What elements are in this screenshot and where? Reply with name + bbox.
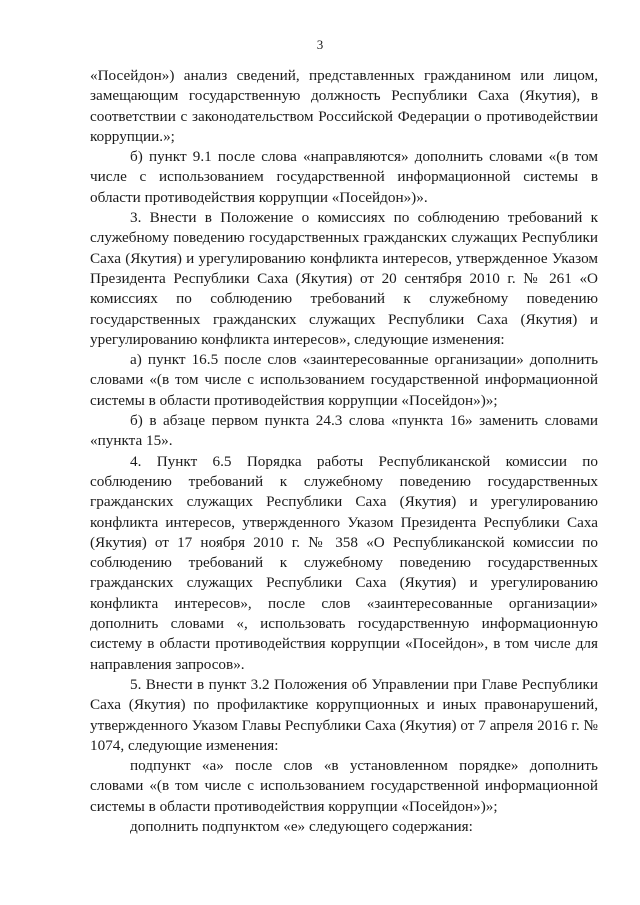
paragraph-item-3: 3. Внести в Положение о комиссиях по соблюдению требований к служебному поведению государственных гражданских служащих Республики Саха (Якутия) и урегулированию конфликта интересов, утвержденное Указом Президента Республики Саха (Якутия) от 20 сентября 2010 г. № 261 «О комиссиях по соблюдению требований к служебному поведению государственных гражданских служащих Республики Саха (Якутия) и урегулированию конфликта интересов», следующие изменения:	[90, 209, 598, 348]
paragraph-continuation: «Посейдон») анализ сведений, представленных гражданином или лицом, замещающим государственную должность Республики Саха (Якутия), в соответствии с законодательством Российской Федерации о противодействии коррупции.»;	[90, 67, 598, 145]
document-body	[90, 66, 598, 837]
paragraph-subitem-b-24-3: б) в абзаце первом пункта 24.3 слова «пункта 16» заменить словами «пункта 15».	[90, 412, 598, 450]
paragraph-subitem-b-9-1: б) пункт 9.1 после слова «направляются» дополнить словами «(в том числе с использованием государственной информационной системы в области противодействия коррупции «Посейдон»)».	[90, 148, 598, 206]
paragraph-item-5: 5. Внести в пункт 3.2 Положения об Управлении при Главе Республики Саха (Якутия) по профилактике коррупционных и иных правонарушений, утвержденного Указом Главы Республики Саха (Якутия) от 7 апреля 2016 г. № 1074, следующие изменения:	[90, 675, 598, 754]
paragraph-item-4: 4. Пункт 6.5 Порядка работы Республиканской комиссии по соблюдению требований к служебному поведению государственных гражданских служащих Республики Саха (Якутия) и урегулированию конфликта интересов, утвержденного Указом Президента Республики Саха (Якутия) от 17 ноября 2010 г. № 358 «О Республиканской комиссии по соблюдению требований к служебному поведению государственных гражданских служащих Республики Саха (Якутия) и урегулированию конфликта интересов», после слов «заинтересованные организации» дополнить словами «, использовать государственную информационную систему в области противодействия коррупции «Посейдон», в том числе для направления запросов».	[90, 452, 598, 673]
paragraph-subitem-e: дополнить подпунктом «е» следующего содержания:	[130, 817, 473, 835]
paragraph-subitem-a-16-5: а) пункт 16.5 после слов «заинтересованные организации» дополнить словами «(в том числе с использованием государственной информационной системы в области противодействия коррупции «Посейдон»)»;	[90, 351, 598, 409]
paragraph-subitem-a: подпункт «а» после слов «в установленном порядке» дополнить словами «(в том числе с использованием государственной информационной системы в области противодействия коррупции «Посейдон»)»;	[90, 757, 598, 815]
page-number: 3	[316, 37, 324, 52]
